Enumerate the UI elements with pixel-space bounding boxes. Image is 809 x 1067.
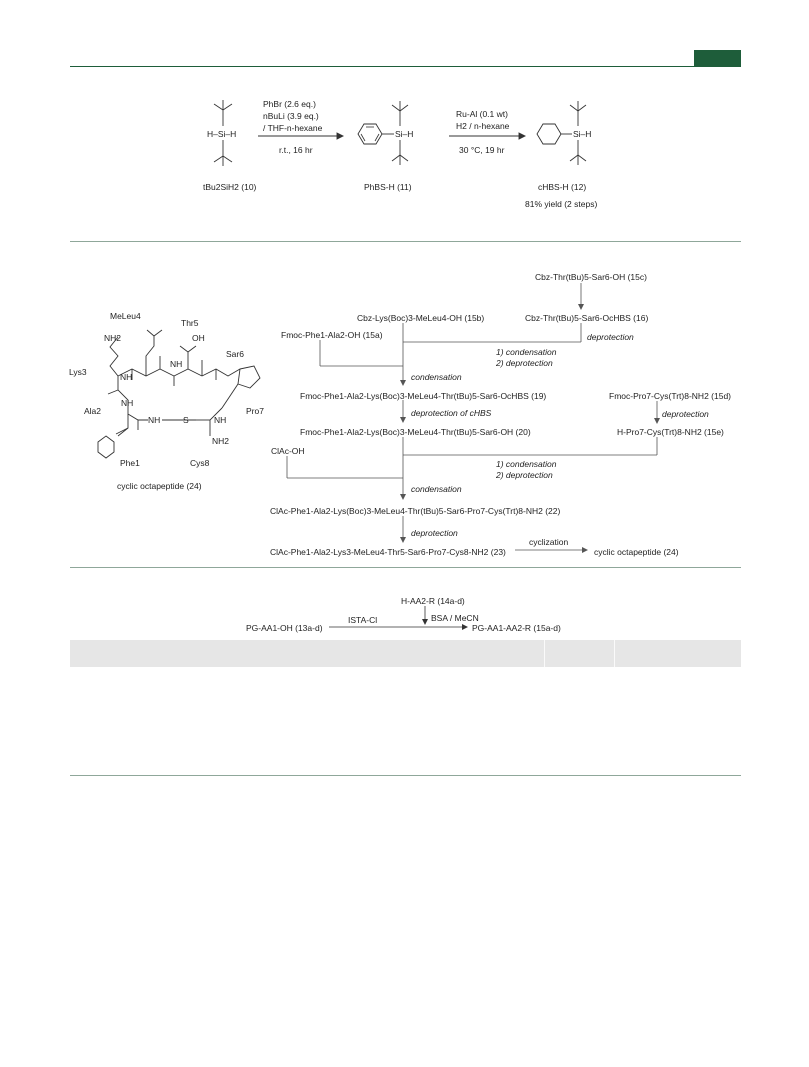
compound-24: cyclic octapeptide (24) xyxy=(594,547,679,557)
label-sar: Sar6 xyxy=(226,349,244,359)
label-phe: Phe1 xyxy=(120,458,140,468)
step-deprotection-5: deprotection xyxy=(411,528,458,538)
compound-20: Fmoc-Phe1-Ala2-Lys(Boc)3-MeLeu4-Thr(tBu)5-Sar6-OH (20) xyxy=(300,427,531,437)
step-cyclization: cyclization xyxy=(529,537,569,547)
label-nh-4: NH xyxy=(148,415,161,425)
step-deprotection-2: 2) deprotection xyxy=(496,358,553,368)
compound-15d: Fmoc-Pro7-Cys(Trt)8-NH2 (15d) xyxy=(609,391,732,401)
compound-15b: Cbz-Lys(Boc)3-MeLeu4-OH (15b) xyxy=(357,313,485,323)
step-condensation-4: condensation xyxy=(411,484,462,494)
reagent-conditions-2: 30 °C, 19 hr xyxy=(459,145,505,155)
compound-22: ClAc-Phe1-Ala2-Lys(Boc)3-MeLeu4-Thr(tBu)5-Sar6-Pro7-Cys(Trt)8-NH2 (22) xyxy=(270,506,561,516)
structure-caption: cyclic octapeptide (24) xyxy=(117,481,202,491)
step-deprotection-3: deprotection xyxy=(662,409,709,419)
step-condensation-1: 1) condensation xyxy=(496,347,557,357)
label-oh: OH xyxy=(192,333,205,343)
step-condensation-2: condensation xyxy=(411,372,462,382)
label-pro: Pro7 xyxy=(246,406,264,416)
label-nh2-cys: NH2 xyxy=(212,436,230,446)
cyclohexyl-silane-label: Si–H xyxy=(573,129,592,139)
step-condensation-3: 1) condensation xyxy=(496,459,557,469)
compound-15e: H-Pro7-Cys(Trt)8-NH2 (15e) xyxy=(617,427,724,437)
label-nh-1: NH xyxy=(120,372,133,382)
acid-13: PG-AA1-OH (13a-d) xyxy=(246,623,323,633)
reagent-line-3: / THF-n-hexane xyxy=(263,123,323,133)
compound-23: ClAc-Phe1-Ala2-Lys3-MeLeu4-Thr5-Sar6-Pro7-Cys8-NH2 (23) xyxy=(270,547,506,557)
reagent2-line-1: Ru-Al (0.1 wt) xyxy=(456,109,508,119)
chloroacetic-acid: ClAc-OH xyxy=(271,446,305,456)
compound-11-label: PhBS-H (11) xyxy=(364,182,412,192)
compound-19: Fmoc-Phe1-Ala2-Lys(Boc)3-MeLeu4-Thr(tBu)5-Sar6-OcHBS (19) xyxy=(300,391,547,401)
phenyl-silane-label: Si–H xyxy=(395,129,414,139)
reagent-bsa: BSA / MeCN xyxy=(431,613,479,623)
label-nh-3: NH xyxy=(121,398,134,408)
label-s: S xyxy=(183,415,189,425)
reagent-line-1: PhBr (2.6 eq.) xyxy=(263,99,316,109)
compound-15c: Cbz-Thr(tBu)5-Sar6-OH (15c) xyxy=(535,272,647,282)
reagent-conditions-1: r.t., 16 hr xyxy=(279,145,313,155)
step-deprotection-1: deprotection xyxy=(587,332,634,342)
label-ala: Ala2 xyxy=(84,406,102,416)
label-nh2-lys: NH2 xyxy=(104,333,122,343)
label-nh-2: NH xyxy=(170,359,183,369)
step-deprotection-chbs: deprotection of cHBS xyxy=(411,408,492,418)
step-deprotection-4: 2) deprotection xyxy=(496,470,553,480)
compound-12-label: cHBS-H (12) xyxy=(538,182,587,192)
reagent2-line-2: H2 / n-hexane xyxy=(456,121,510,131)
silane-label: H–Si–H xyxy=(207,129,237,139)
compound-16: Cbz-Thr(tBu)5-Sar6-OcHBS (16) xyxy=(525,313,649,323)
label-thr: Thr5 xyxy=(181,318,199,328)
reagent-ista-cl: ISTA-Cl xyxy=(348,615,378,625)
compound-10-label: tBu2SiH2 (10) xyxy=(203,182,257,192)
reagent-line-2: nBuLi (3.9 eq.) xyxy=(263,111,319,121)
yield-label: 81% yield (2 steps) xyxy=(525,199,598,209)
amine-14: H-AA2-R (14a-d) xyxy=(401,596,465,606)
label-nh-5: NH xyxy=(214,415,227,425)
label-meleu: MeLeu4 xyxy=(110,311,141,321)
label-cys: Cys8 xyxy=(190,458,210,468)
compound-15a: Fmoc-Phe1-Ala2-OH (15a) xyxy=(281,330,383,340)
product-15: PG-AA1-AA2-R (15a-d) xyxy=(472,623,561,633)
label-lys: Lys3 xyxy=(69,367,87,377)
